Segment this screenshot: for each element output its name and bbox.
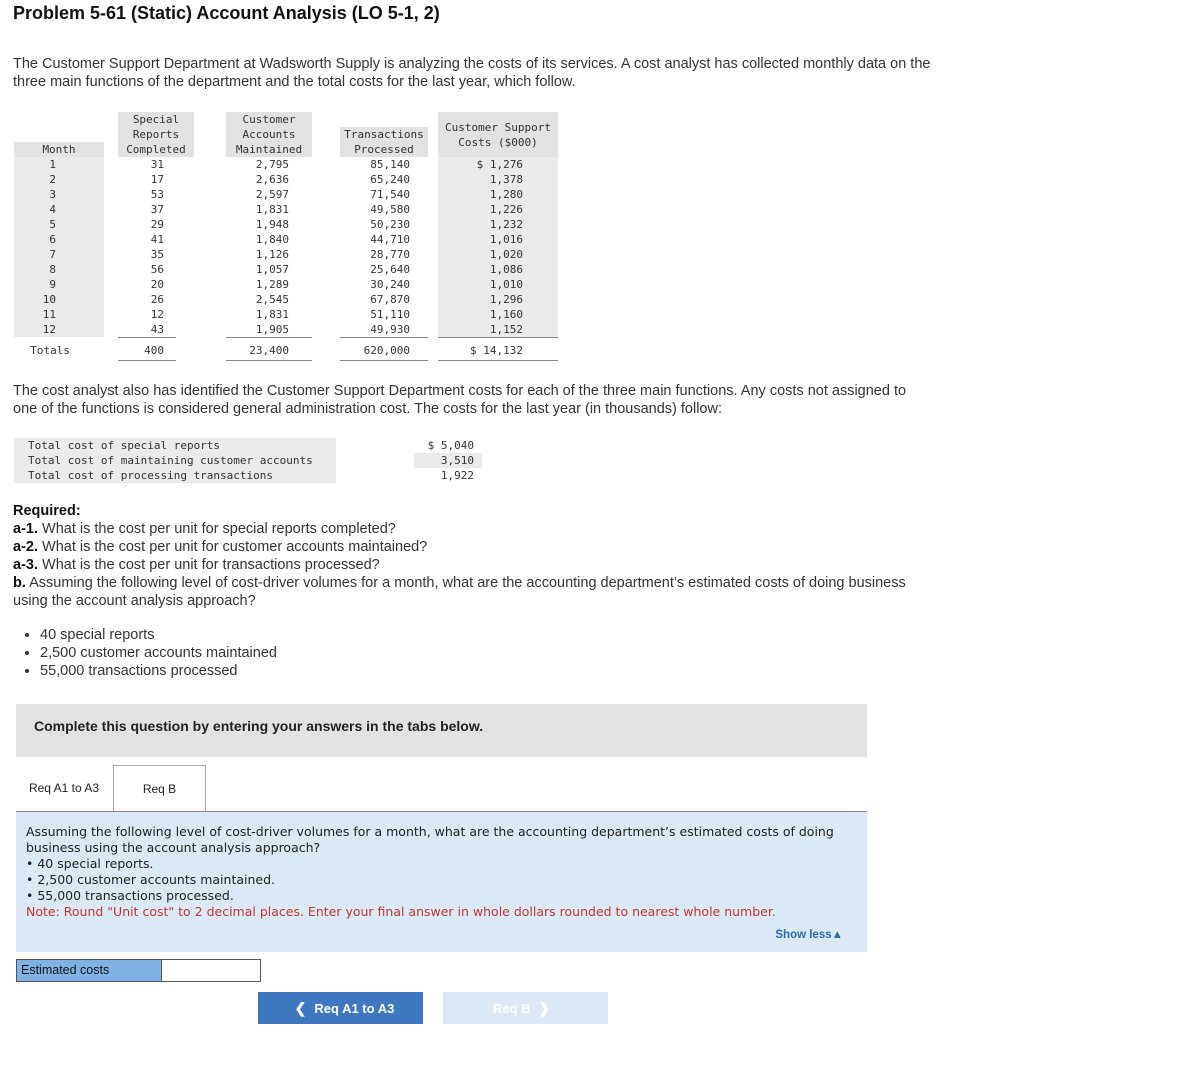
months-cell: 12 [42,323,56,336]
accounts-cell: 1,840 [255,233,289,246]
function-costs [14,438,494,488]
costs-cell: 1,010 [489,278,523,291]
totals-transactions: 620,000 [363,344,410,357]
special-cell: 31 [150,158,164,171]
rule-costs [438,337,558,338]
header-transactions-line2: Processed [354,143,414,156]
show-less-link[interactable]: Show less▲ [775,929,843,941]
double-rule-special [118,360,176,361]
transactions-cell: 44,710 [370,233,410,246]
transactions-cell: 30,240 [370,278,410,291]
accounts-cell: 1,126 [255,248,289,261]
header-transactions [340,127,428,157]
cost-labels [28,438,313,483]
transactions-cell: 85,140 [370,158,410,171]
panel-bullet: • 55,000 transactions processed. [26,888,234,903]
double-rule-costs [438,360,558,361]
header-accounts [226,112,312,157]
special-cell: 56 [150,263,164,276]
panel-question: Assuming the following level of cost-driver volumes for a month, what are the accounting department’s estimated costs of doing business using the account analysis approach? [26,824,834,855]
req-a2-tag: a-2. [13,539,38,555]
transactions-cell: 71,540 [370,188,410,201]
special-cell: 35 [150,248,164,261]
panel-bullet: • 40 special reports. [26,856,154,871]
next-button-label: Req B [492,1000,531,1016]
prev-button[interactable] [258,992,423,1024]
costs-cell: 1,160 [489,308,523,321]
volume-list [24,626,277,680]
volume-item: • 40 special reports [40,626,277,644]
header-costs [438,112,558,157]
req-a1-text: What is the cost per unit for special reports completed? [38,521,396,537]
costs-cell: 1,232 [489,218,523,231]
tab-req-b[interactable]: Req B [113,765,206,811]
header-month: Month [14,142,104,157]
cost-label-special: Total cost of special reports [28,439,221,452]
costs-cell: 1,280 [489,188,523,201]
header-transactions-line1: Transactions [344,128,424,141]
instruction-bar [16,704,867,757]
cost-label-accounts: Total cost of maintaining customer accounts [28,454,313,467]
req-a3-tag: a-3. [13,557,38,573]
costs-cell: 1,378 [489,173,523,186]
accounts-cell: 1,831 [255,203,289,216]
header-special-line2: Reports [132,128,180,141]
months-cell: 3 [49,188,56,201]
totals-label: Totals [30,344,70,357]
special-cell: 53 [150,188,164,201]
special-column [118,157,164,337]
accounts-cell: 2,795 [255,158,289,171]
tab-panel [16,812,867,952]
special-cell: 20 [150,278,164,291]
costs-cell: 1,020 [489,248,523,261]
special-cell: 12 [150,308,164,321]
months-cell: 8 [49,263,56,276]
month-column [14,157,56,337]
double-rule-transactions [340,360,428,361]
tab-req-a1-a3[interactable]: Req A1 to A3 [16,765,112,811]
prev-button-label: Req A1 to A3 [314,1000,395,1016]
rule-special [118,337,176,338]
special-cell: 43 [150,323,164,336]
header-accounts-line1: Customer [242,113,296,126]
accounts-cell: 2,597 [255,188,289,201]
rule-accounts [226,337,312,338]
req-a2-text: What is the cost per unit for customer accounts maintained? [38,539,428,555]
accounts-cell: 1,948 [255,218,289,231]
cost-value-transactions: 1,922 [440,469,474,482]
months-cell: 2 [49,173,56,186]
costs-cell: 1,016 [489,233,523,246]
special-cell: 17 [150,173,164,186]
cost-label-transactions: Total cost of processing transactions [28,469,274,482]
page-title: Problem 5-61 (Static) Account Analysis (LO 5-1, 2) [13,3,440,23]
header-special-line3: Completed [126,143,186,156]
chevron-left-icon: ❮ [294,999,307,1016]
months-cell: 1 [49,158,56,171]
required-section [13,502,943,610]
transactions-cell: 67,870 [370,293,410,306]
volume-item: • 2,500 customer accounts maintained [40,644,277,662]
transactions-cell: 50,230 [370,218,410,231]
special-cell: 29 [150,218,164,231]
panel-text [26,824,846,920]
transactions-cell: 65,240 [370,173,410,186]
totals-costs: $ 14,132 [470,344,523,357]
req-a3-text: What is the cost per unit for transactions processed? [38,557,380,573]
special-cell: 41 [150,233,164,246]
intro-text: The Customer Support Department at Wadsworth Supply is analyzing the costs of its services. A cost analyst has collected monthly data on the three main functions of the department and the total costs for the last year, which follow. [13,56,931,90]
header-special [118,112,194,157]
accounts-cell: 1,905 [255,323,289,336]
months-cell: 9 [49,278,56,291]
months-cell: 6 [49,233,56,246]
estimated-costs-input[interactable] [161,959,261,982]
cost-value-accounts: 3,510 [440,454,474,467]
months-cell: 10 [42,293,56,306]
header-accounts-line2: Accounts [242,128,296,141]
next-button[interactable] [443,992,608,1024]
req-b-tag: b. [13,575,26,591]
header-costs-line2: Costs ($000) [458,136,538,149]
special-cell: 26 [150,293,164,306]
transactions-cell: 49,580 [370,203,410,216]
costs-cell: 1,296 [489,293,523,306]
months-cell: 11 [42,308,56,321]
special-cell: 37 [150,203,164,216]
panel-note: Note: Round "Unit cost" to 2 decimal places. Enter your final answer in whole dollars rounded to nearest whole number. [26,904,776,919]
cost-value-special: $ 5,040 [427,439,474,452]
costs-cell: $ 1,276 [476,158,523,171]
cost-values [414,438,474,483]
accounts-cell: 2,545 [255,293,289,306]
months-cell: 5 [49,218,56,231]
transactions-cell: 28,770 [370,248,410,261]
chevron-right-icon: ❯ [538,999,551,1016]
req-a1-tag: a-1. [13,521,38,537]
header-special-line1: Special [132,113,180,126]
req-b-text: Assuming the following level of cost-driver volumes for a month, what are the accounting department’s estimated costs of doing business using the account analysis approach? [13,575,906,609]
accounts-column [226,157,289,337]
transactions-cell: 49,930 [370,323,410,336]
transactions-column [340,157,410,337]
costs-column [438,157,523,337]
double-rule-accounts [226,360,312,361]
transactions-cell: 25,640 [370,263,410,276]
accounts-cell: 1,057 [255,263,289,276]
costs-cell: 1,226 [489,203,523,216]
estimated-costs-label: Estimated costs [16,959,162,982]
rule-transactions [340,337,428,338]
accounts-cell: 1,289 [255,278,289,291]
costs-cell: 1,086 [489,263,523,276]
volume-item: • 55,000 transactions processed [40,662,277,680]
panel-bullet: • 2,500 customer accounts maintained. [26,872,276,887]
months-cell: 7 [49,248,56,261]
accounts-cell: 1,831 [255,308,289,321]
cost-intro-text: The cost analyst also has identified the Customer Support Department costs for each of the three main functions. Any costs not assigned to one of the functions is considered general administration cost. The costs for the last year (in thousands) follow: [13,383,907,417]
header-costs-line1: Customer Support [445,121,551,134]
required-heading: Required: [13,503,81,519]
months-cell: 4 [49,203,56,216]
costs-cell: 1,152 [489,323,523,336]
transactions-cell: 51,110 [370,308,410,321]
header-accounts-line3: Maintained [235,143,303,156]
instruction-text: Complete this question by entering your answers in the tabs below. [34,718,484,734]
accounts-cell: 2,636 [255,173,289,186]
totals-accounts: 23,400 [249,344,289,357]
totals-special: 400 [144,344,164,357]
